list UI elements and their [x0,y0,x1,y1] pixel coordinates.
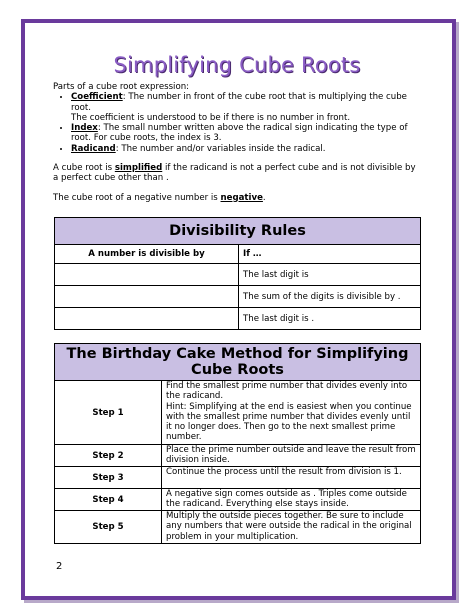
page-title: Simplifying Cube Roots [113,53,361,77]
divisibility-title: Divisibility Rules [55,218,421,245]
simplified-definition: A cube root is simplified if the radicand is not a perfect cube and is not divisible by a perfect cube other than . [53,163,416,184]
intro-section [53,82,423,203]
step-description: Find the smallest prime number that divides evenly into the radicand. Hint: Simplifying at the end is easiest when you continue with the smallest prime number that divides evenly until it no longer does. Then go to the next smallest prime number. [162,381,421,445]
table-row [55,381,421,445]
part-index: • Index: The small number written above the radical sign indicating the type of root. For cube roots, the index is 3. [71,123,423,144]
table-row [55,264,421,286]
column-header-rule: If … [239,245,421,264]
cake-method-table [54,343,421,544]
step-label: Step 5 [55,511,162,544]
divisor-cell [55,308,239,330]
step-label: Step 1 [55,381,162,445]
table-row [55,445,421,467]
step-description: A negative sign comes outside as . Triples come outside the radicand. Everything else stays inside. [162,489,421,511]
divisor-cell [55,264,239,286]
intro-text: Parts of a cube root expression: [53,82,190,92]
table-row [55,489,421,511]
step-label: Step 3 [55,467,162,489]
rule-cell: The sum of the digits is divisible by . [239,286,421,308]
parts-list [53,92,423,154]
table-row [55,308,421,330]
rule-cell: The last digit is [239,264,421,286]
step-description: Multiply the outside pieces together. Be sure to include any numbers that were outside the radical in the original problem in your multiplication. [162,511,421,544]
step-description: Continue the process until the result from division is 1. [162,467,421,489]
step-label: Step 4 [55,489,162,511]
divisibility-table [54,217,421,330]
step-description: Place the prime number outside and leave the result from division inside. [162,445,421,467]
column-header-divisor: A number is divisible by [55,245,239,264]
negative-rule: The cube root of a negative number is negative. [53,192,266,203]
table-row [55,286,421,308]
table-row [55,467,421,489]
part-coefficient: • Coefficient: The number in front of the cube root that is multiplying the cube root. The coefficient is understood to be if there is no number in front. [71,92,423,123]
page-number: 2 [56,561,63,572]
part-radicand: • Radicand: The number and/or variables inside the radical. [71,144,423,154]
rule-cell: The last digit is . [239,308,421,330]
cake-method-title: The Birthday Cake Method for Simplifying Cube Roots [55,344,421,381]
table-row [55,511,421,544]
divisor-cell [55,286,239,308]
step-label: Step 2 [55,445,162,467]
